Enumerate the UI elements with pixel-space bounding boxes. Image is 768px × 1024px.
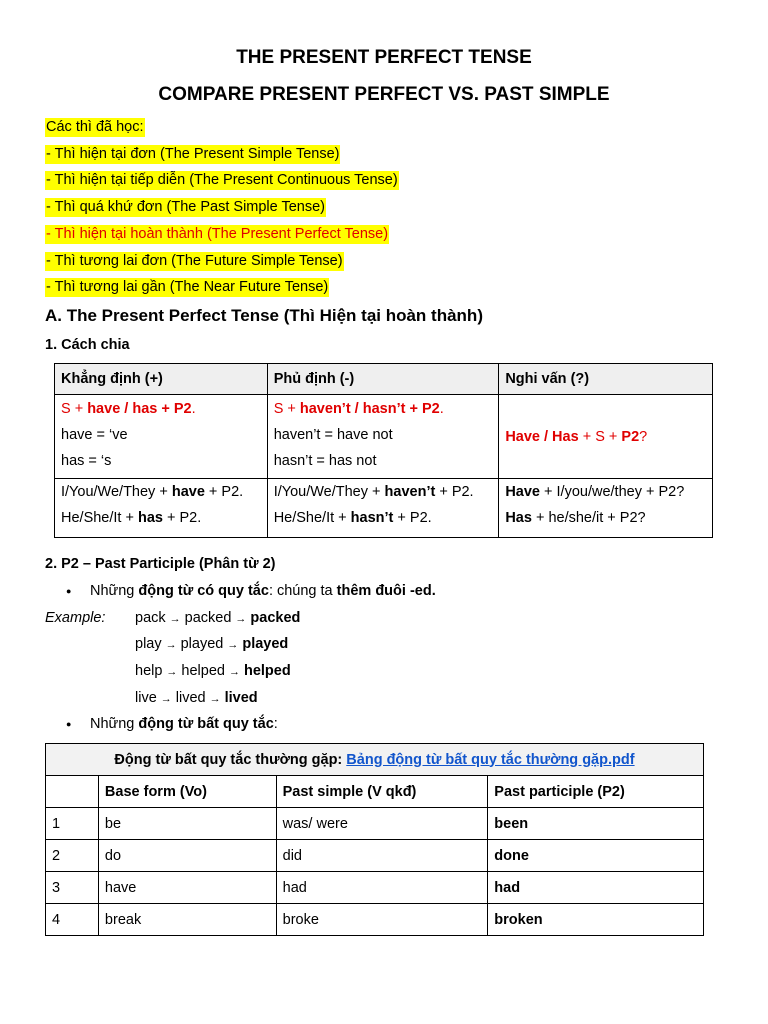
arrow-icon: → xyxy=(209,693,221,705)
arrow-icon: → xyxy=(227,639,239,651)
negative-formula: S + haven’t / hasn’t + P2. haven’t = have not hasn’t = has not xyxy=(267,395,499,479)
table-row: 4 break broke broken xyxy=(46,904,704,936)
learned-item: - Thì tương lai đơn (The Future Simple Tense) xyxy=(46,253,343,269)
arrow-icon: → xyxy=(228,666,240,678)
learned-heading: Các thì đã học: xyxy=(46,119,144,135)
table-row: 2 do did done xyxy=(46,840,704,872)
irregular-verbs-pdf-link[interactable]: Bảng động từ bất quy tắc thường gặp.pdf xyxy=(346,751,635,768)
negative-examples: I/You/We/They + haven’t + P2. He/She/It + hasn’t + P2. xyxy=(267,479,499,538)
question-examples: Have + I/you/we/they + P2? Has + he/she/it + P2? xyxy=(499,479,713,538)
arrow-icon: → xyxy=(165,639,177,651)
arrow-icon: → xyxy=(160,693,172,705)
regular-verbs-note: Những động từ có quy tắc: chúng ta thêm đuôi -ed. xyxy=(90,583,436,599)
cach-chia-heading: 1. Cách chia xyxy=(45,337,130,353)
example-row: play → played → played xyxy=(135,636,289,652)
header-affirmative: Khẳng định (+) xyxy=(55,364,268,395)
p2-heading: 2. P2 – Past Participle (Phân từ 2) xyxy=(45,556,276,572)
learned-item: - Thì hiện tại tiếp diễn (The Present Continuous Tense) xyxy=(46,172,398,188)
page-subtitle: COMPARE PRESENT PERFECT VS. PAST SIMPLE xyxy=(158,84,610,105)
table-header xyxy=(46,776,99,808)
irregular-verbs-table xyxy=(45,743,704,936)
table-header: Past simple (V qkđ) xyxy=(276,776,488,808)
table-caption: Động từ bất quy tắc thường gặp: Bảng động từ bất quy tắc thường gặp.pdf xyxy=(46,744,704,776)
arrow-icon: → xyxy=(169,613,181,625)
conjugation-table xyxy=(54,363,713,538)
bullet-icon: ● xyxy=(66,586,72,596)
example-row: pack → packed → packed xyxy=(135,610,301,626)
table-header: Base form (Vo) xyxy=(98,776,276,808)
learned-item: - Thì hiện tại đơn (The Present Simple Tense) xyxy=(46,146,340,162)
example-row: live → lived → lived xyxy=(135,690,258,706)
table-row: 3 have had had xyxy=(46,872,704,904)
affirmative-examples: I/You/We/They + have + P2. He/She/It + has + P2. xyxy=(55,479,268,538)
learned-item-active: - Thì hiện tại hoàn thành (The Present Perfect Tense) xyxy=(46,226,389,242)
section-a-heading: A. The Present Perfect Tense (Thì Hiện tại hoàn thành) xyxy=(45,306,483,325)
example-row: help → helped → helped xyxy=(135,663,291,679)
learned-item: - Thì tương lai gần (The Near Future Tense) xyxy=(46,279,329,295)
learned-item: - Thì quá khứ đơn (The Past Simple Tense) xyxy=(46,199,326,215)
arrow-icon: → xyxy=(166,666,178,678)
bullet-icon: ● xyxy=(66,719,72,729)
arrow-icon: → xyxy=(235,613,247,625)
example-label: Example: xyxy=(45,610,106,626)
header-question: Nghi vấn (?) xyxy=(499,364,713,395)
header-negative: Phủ định (-) xyxy=(267,364,499,395)
affirmative-formula: S + have / has + P2. have = ‘ve has = ‘s xyxy=(55,395,268,479)
page-title: THE PRESENT PERFECT TENSE xyxy=(236,47,532,68)
table-header: Past participle (P2) xyxy=(488,776,704,808)
question-formula: Have / Has + S + P2? xyxy=(499,395,713,479)
table-row: 1 be was/ were been xyxy=(46,808,704,840)
irregular-verbs-note: Những động từ bất quy tắc: xyxy=(90,716,278,732)
